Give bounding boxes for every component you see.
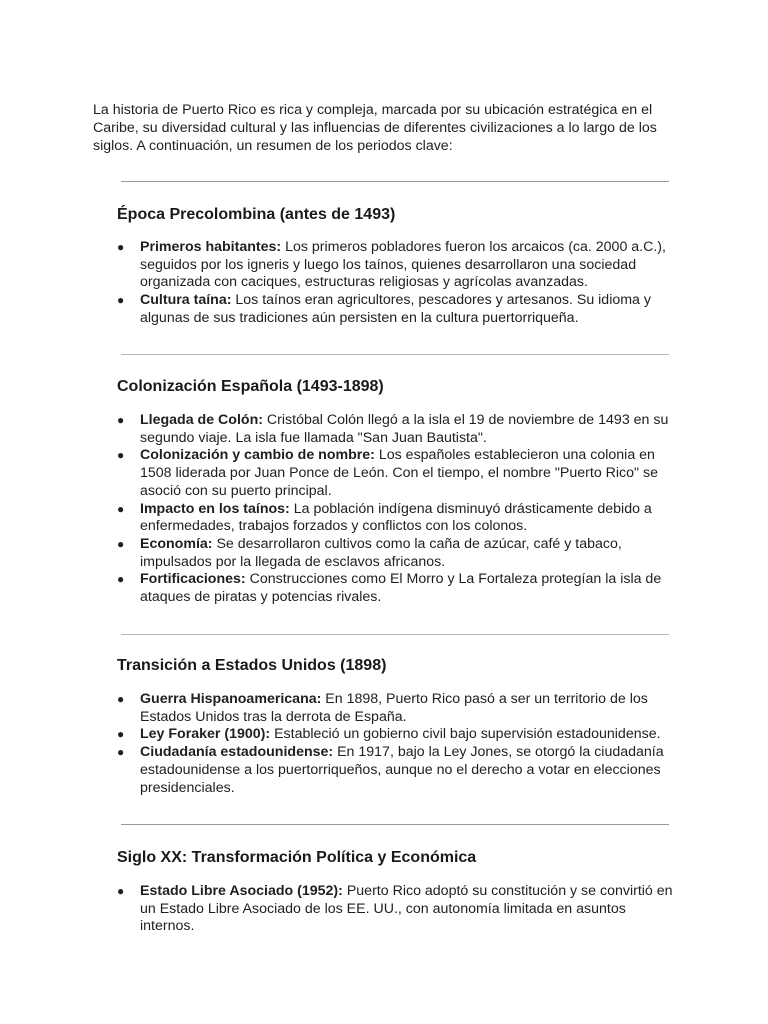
list-item bbox=[117, 744, 677, 797]
bullet-icon: ● bbox=[117, 240, 125, 254]
bullet-icon: ● bbox=[117, 501, 125, 516]
item-text: Los taínos eran agricultores, pescadores y artesanos. Su idioma y algunas de sus tradiciones aún persisten en la cultura puertorriqueña. bbox=[140, 292, 651, 326]
item-term: Llegada de Colón: bbox=[140, 412, 263, 428]
list-item bbox=[117, 239, 677, 292]
item-term: Estado Libre Asociado (1952): bbox=[140, 883, 343, 899]
bullet-list bbox=[117, 691, 677, 797]
bullet-icon: ● bbox=[117, 413, 125, 427]
item-text: Los primeros pobladores fueron los arcaicos (ca. 2000 a.C.), seguidos por los igneris y luego los taínos, quienes desarrollaron una sociedad organizada con caciques, estructuras religiosas y agrícolas avanzadas. bbox=[140, 239, 666, 291]
list-item bbox=[117, 883, 677, 936]
bullet-list bbox=[117, 412, 677, 607]
item-term: Colonización y cambio de nombre: bbox=[140, 447, 375, 464]
list-item bbox=[117, 691, 677, 726]
item-term: Impacto en los taínos: bbox=[140, 500, 290, 517]
section-heading: Colonización Española (1493-1898) bbox=[117, 378, 384, 395]
list-item bbox=[117, 726, 677, 744]
bullet-icon: ● bbox=[117, 884, 125, 898]
list-item bbox=[117, 501, 677, 536]
bullet-icon: ● bbox=[117, 572, 125, 587]
bullet-icon: ● bbox=[117, 536, 125, 551]
list-item bbox=[117, 571, 677, 606]
item-text: La población indígena disminuyó drásticamente debido a enfermedades, trabajos forzados y conflictos con los colonos. bbox=[140, 500, 652, 535]
bullet-icon: ● bbox=[117, 745, 125, 760]
item-text: En 1917, bajo la Ley Jones, se otorgó la ciudadanía estadounidense a los puertorriqueños, aunque no el derecho a votar en elecciones presidenciales. bbox=[140, 744, 664, 796]
section-divider bbox=[121, 354, 669, 355]
list-item bbox=[117, 292, 677, 327]
item-term: Economía: bbox=[140, 535, 213, 552]
item-term: Cultura taína: bbox=[140, 292, 232, 309]
item-text: Cristóbal Colón llegó a la isla el 19 de noviembre de 1493 en su segundo viaje. La isla fue llamada "San Juan Bautista". bbox=[140, 412, 669, 446]
bullet-list bbox=[117, 883, 677, 936]
intro-paragraph: La historia de Puerto Rico es rica y compleja, marcada por su ubicación estratégica en el Caribe, su diversidad cultural y las influencias de diferentes civilizaciones a lo largo de los siglos. A continuación, un resumen de los periodos clave: bbox=[93, 102, 657, 154]
section-divider bbox=[121, 634, 669, 635]
item-text: Los españoles establecieron una colonia en 1508 liderada por Juan Ponce de León. Con el tiempo, el nombre "Puerto Rico" se asoció con su puerto principal. bbox=[140, 447, 658, 499]
bullet-icon: ● bbox=[117, 293, 125, 308]
item-text: En 1898, Puerto Rico pasó a ser un territorio de los Estados Unidos tras la derrota de España. bbox=[140, 691, 648, 725]
item-text: Puerto Rico adoptó su constitución y se convirtió en un Estado Libre Asociado de los EE. UU., con autonomía limitada en asuntos internos. bbox=[140, 883, 673, 935]
item-text: Estableció un gobierno civil bajo supervisión estadounidense. bbox=[270, 726, 661, 743]
section-heading: Siglo XX: Transformación Política y Económica bbox=[117, 849, 477, 866]
section-divider bbox=[121, 824, 669, 825]
bullet-icon: ● bbox=[117, 727, 125, 742]
bullet-icon: ● bbox=[117, 692, 125, 706]
item-term: Ley Foraker (1900): bbox=[140, 726, 271, 743]
list-item bbox=[117, 447, 677, 500]
item-term: Ciudadanía estadounidense: bbox=[140, 744, 334, 761]
bullet-list bbox=[117, 239, 677, 328]
item-term: Guerra Hispanoamericana: bbox=[140, 691, 322, 707]
section-heading: Época Precolombina (antes de 1493) bbox=[117, 206, 396, 223]
section-heading: Transición a Estados Unidos (1898) bbox=[117, 657, 387, 674]
item-text: Se desarrollaron cultivos como la caña de azúcar, café y tabaco, impulsados por la llegada de esclavos africanos. bbox=[140, 535, 622, 570]
list-item bbox=[117, 412, 677, 447]
list-item bbox=[117, 536, 677, 571]
bullet-icon: ● bbox=[117, 448, 125, 463]
section-divider bbox=[121, 181, 669, 182]
item-term: Primeros habitantes: bbox=[140, 239, 282, 255]
item-term: Fortificaciones: bbox=[140, 571, 246, 588]
item-text: Construcciones como El Morro y La Fortaleza protegían la isla de ataques de piratas y potencias rivales. bbox=[140, 571, 662, 606]
